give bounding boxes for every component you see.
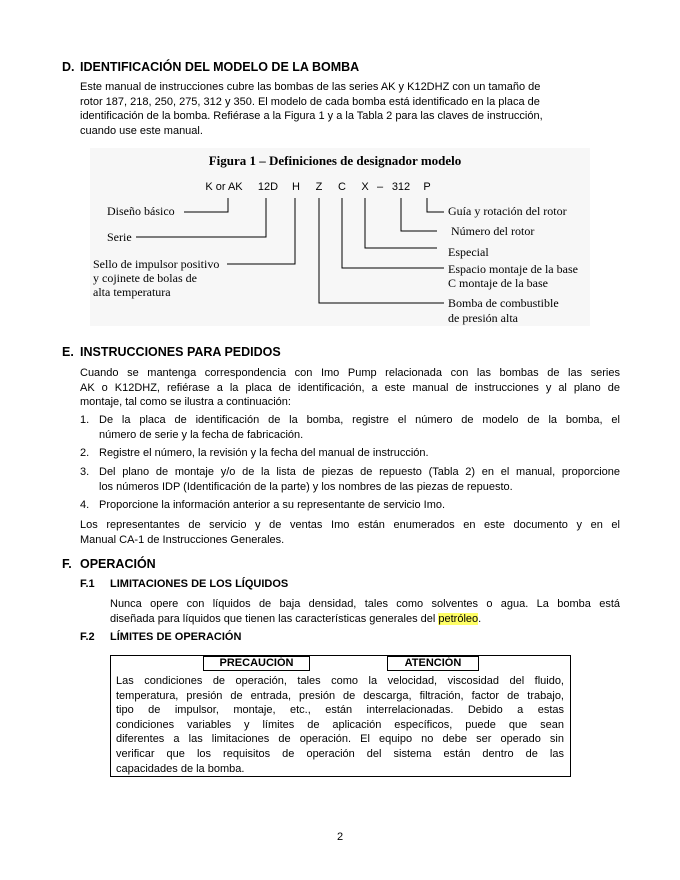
- code-p: P: [423, 181, 431, 193]
- label-pump-line2: de presión alta: [448, 311, 518, 325]
- f1-number: F.1: [80, 578, 95, 590]
- attention-tag: ATENCIÓN: [387, 656, 479, 671]
- section-e-intro-line: AK o K12DHZ, refiérase a la placa de identificación, a este manual de instrucciones y al plano de: [80, 381, 620, 394]
- section-d-line: identificación de la bomba. Refiérase a la Figura 1 y a la Tabla 2 para las claves de instrucción,: [80, 110, 543, 123]
- code-312: 312: [391, 181, 411, 193]
- f1-line: [110, 612, 620, 627]
- leader-seal: [227, 198, 295, 264]
- order-item-number: 2.: [80, 447, 90, 459]
- page-number: 2: [336, 831, 344, 843]
- code-c: C: [338, 181, 346, 193]
- model-designator-diagram: [90, 148, 590, 326]
- caution-line: condiciones variables y límites de aplicación específicos, puede que sean: [116, 718, 564, 731]
- order-item-number: 1.: [80, 414, 90, 426]
- label-rotor-number: Número del rotor: [451, 224, 535, 238]
- f1-line2-end: .: [478, 612, 482, 625]
- section-d-line: rotor 187, 218, 250, 275, 312 y 350. El modelo de cada bomba está identificado en la placa de: [80, 95, 540, 108]
- section-f-letter: F.: [62, 557, 72, 571]
- leader-basic-design: [184, 198, 228, 212]
- order-item-line: Proporcione la información anterior a su representante de servicio Imo.: [99, 499, 446, 511]
- order-item-2: [80, 446, 620, 462]
- label-special: Especial: [448, 245, 489, 259]
- precaution-tag: PRECAUCIÓN: [203, 656, 310, 671]
- caution-line: capacidades de la bomba.: [116, 762, 245, 775]
- label-pump-line1: Bomba de combustible: [448, 296, 559, 310]
- section-e-closing-line: Manual CA-1 de Instrucciones Generales.: [80, 533, 285, 546]
- caution-box: [110, 655, 571, 777]
- leader-rotor-number: [401, 198, 437, 231]
- order-item-4: [80, 498, 620, 514]
- f2-number: F.2: [80, 631, 95, 643]
- label-seal-line1: Sello de impulsor positivo: [93, 257, 220, 271]
- caution-line: Las condiciones de operación, tales como la velocidad, viscosidad del fluido,: [116, 675, 564, 687]
- label-seal-line3: alta temperatura: [93, 285, 171, 299]
- label-base-space: Espacio montaje de la base: [448, 262, 578, 276]
- order-item-1: [80, 413, 620, 443]
- section-d-line: cuando use este manual.: [80, 124, 203, 137]
- leader-pump: [319, 198, 444, 303]
- order-item-line: De la placa de identificación de la bomba, registre el número de modelo de la bomba, el: [99, 414, 620, 426]
- section-d-body: [80, 80, 620, 138]
- section-e-closing-line: Los representantes de servicio y de ventas Imo están enumerados en este documento y en el: [80, 519, 620, 531]
- section-d-title: IDENTIFICACIÓN DEL MODELO DE LA BOMBA: [80, 60, 360, 74]
- code-h: H: [292, 181, 300, 193]
- order-item-line: número de serie y la fecha de fabricación.: [99, 428, 304, 441]
- f1-line2-text: diseñada para líquidos que tienen las características generales del: [110, 612, 439, 625]
- order-item-number: 4.: [80, 499, 90, 511]
- leader-base-mount: [342, 198, 444, 268]
- caution-text: [116, 674, 564, 776]
- caution-line: temperatura, presión de entrada, presión de descarga, filtración, factor de trabajo,: [116, 689, 564, 702]
- order-item-line: Registre el número, la revisión y la fecha del manual de instrucción.: [99, 447, 429, 459]
- order-item-line: Del plano de montaje y/o de la lista de piezas de repuesto (Tabla 2) en el manual, proporcione: [99, 466, 620, 478]
- label-series: Serie: [107, 230, 132, 244]
- f1-line: Nunca opere con líquidos de baja densidad, tales como solventes o agua. La bomba está: [110, 598, 620, 610]
- code-k-or-ak: K or AK: [205, 181, 243, 193]
- f2-title: LÍMITES DE OPERACIÓN: [110, 631, 242, 643]
- label-seal-line2: y cojinete de bolas de: [93, 271, 197, 285]
- label-base-c: C montaje de la base: [448, 276, 548, 290]
- section-e-letter: E.: [62, 345, 74, 359]
- code-z: Z: [315, 181, 323, 193]
- section-e-intro-line: montaje, tal como se ilustra a continuación:: [80, 396, 291, 409]
- order-item-3: [80, 465, 620, 495]
- section-d-line: Este manual de instrucciones cubre las bombas de las series AK y K12DHZ con un tamaño de: [80, 81, 541, 93]
- section-f-title: OPERACIÓN: [80, 557, 156, 571]
- figure-1: [90, 148, 590, 326]
- leader-lines: [136, 198, 444, 303]
- code-dash: –: [376, 181, 384, 193]
- caution-line: diferentes a las limitaciones de operación. El equipo no debe ser operado sin: [116, 733, 564, 746]
- f1-title: LIMITACIONES DE LOS LÍQUIDOS: [110, 578, 289, 590]
- order-item-line: los números IDP (Identificación de la parte) y los nombres de las piezas de repuesto.: [99, 480, 513, 493]
- leader-guide: [427, 198, 444, 212]
- caution-line: verificar que los requisitos de operación del sistema están dentro de las: [116, 747, 564, 760]
- section-e-intro: [80, 366, 620, 410]
- section-e-title: INSTRUCCIONES PARA PEDIDOS: [80, 345, 281, 359]
- caution-line: tipo de impulsor, montaje, etc., están interrelacionadas. Debido a estas: [116, 704, 564, 717]
- order-item-number: 3.: [80, 466, 90, 478]
- label-guide: Guía y rotación del rotor: [448, 204, 567, 218]
- code-x: X: [361, 181, 369, 193]
- figure-title: Figura 1 – Definiciones de designador modelo: [208, 153, 462, 168]
- section-e-intro-line: Cuando se mantenga correspondencia con Imo Pump relacionada con las bombas de las series: [80, 367, 620, 379]
- f1-body: [110, 597, 620, 626]
- label-basic-design: Diseño básico: [107, 204, 175, 218]
- section-d-letter: D.: [62, 60, 75, 74]
- highlighted-word: petróleo: [438, 612, 479, 625]
- code-12d: 12D: [257, 181, 279, 193]
- section-e-closing: [80, 518, 620, 547]
